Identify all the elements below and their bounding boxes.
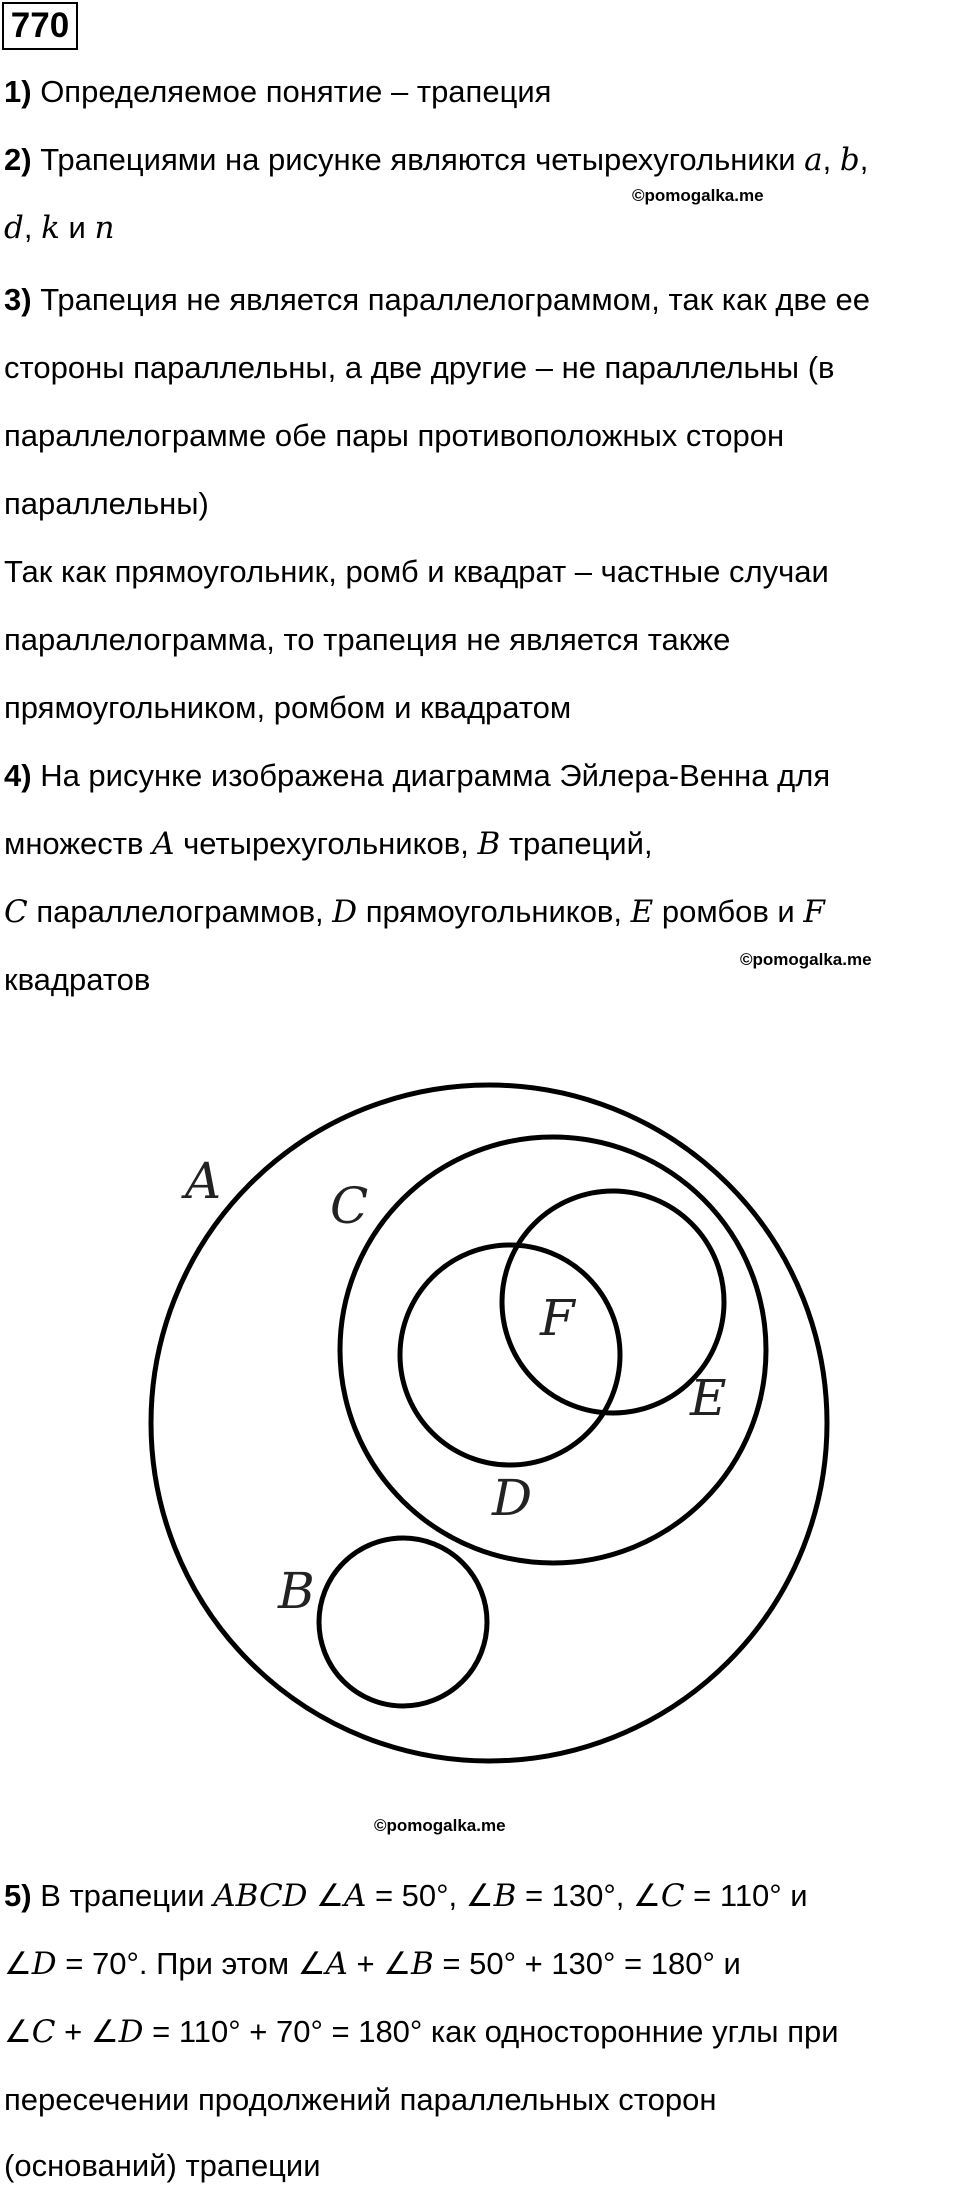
paragraph-text: Трапециями на рисунке являются четырехугольники <box>31 142 805 177</box>
paragraph-5-line-2 <box>4 1944 741 1984</box>
var-B: B <box>493 1878 517 1914</box>
var-F: F <box>803 894 825 930</box>
var-E: E <box>630 894 654 930</box>
text: четырехугольников, <box>174 826 478 861</box>
text: = 70°. При этом ∠ <box>56 1946 326 1981</box>
item-number: 5) <box>4 1878 32 1913</box>
set-B-circle <box>319 1538 487 1706</box>
text: + ∠ <box>347 1946 411 1981</box>
text: ∠ <box>307 1878 344 1913</box>
set-D-circle <box>400 1245 620 1465</box>
separator: , <box>23 210 42 245</box>
label-A: A <box>185 1152 222 1210</box>
var-D: D <box>118 2014 144 2050</box>
item-number: 3) <box>4 282 32 317</box>
paragraph-text: Определяемое понятие – трапеция <box>31 74 552 109</box>
var-d: d <box>4 210 24 246</box>
paragraph-text: Трапеция не является параллелограммом, так как две ее <box>31 282 870 317</box>
var-a: a <box>804 142 823 178</box>
paragraph-3-line-4: параллельны) <box>4 486 209 521</box>
paragraph-5-line-5: (оснований) трапеции <box>4 2148 321 2183</box>
var-A: A <box>343 1878 367 1914</box>
label-F: F <box>540 1289 575 1347</box>
text: трапеций, <box>500 826 653 861</box>
var-A: A <box>325 1946 348 1982</box>
euler-venn-diagram <box>0 1060 960 1780</box>
paragraph-5-line-3 <box>4 2012 839 2052</box>
paragraph-2-line-2 <box>4 208 114 248</box>
text: прямоугольников, <box>357 894 631 929</box>
paragraph-3-line-5: Так как прямоугольник, ромб и квадрат – частные случаи <box>4 554 829 589</box>
var-C: C <box>660 1878 685 1914</box>
var-B: B <box>411 1946 434 1982</box>
var-D: D <box>332 894 358 930</box>
watermark: ©pomogalka.me <box>740 950 872 969</box>
watermark: ©pomogalka.me <box>374 1816 506 1835</box>
paragraph-3-line-6: параллелограмма, то трапеция не является также <box>4 622 731 657</box>
watermark: ©pomogalka.me <box>632 186 764 205</box>
set-C-circle <box>340 1137 766 1563</box>
text: ∠ <box>4 2014 32 2049</box>
separator: , <box>822 142 840 177</box>
text: = 110° и <box>684 1878 808 1913</box>
paragraph-4-line-3 <box>4 892 825 932</box>
separator: , <box>859 142 869 177</box>
paragraph-3-line-2: стороны параллельны, а две другие – не параллельны (в <box>4 350 835 385</box>
paragraph-1 <box>4 72 551 112</box>
var-B: B <box>477 826 501 862</box>
text: = 50°, ∠ <box>366 1878 494 1913</box>
text: множеств <box>4 826 153 861</box>
paragraph-5-line-4: пересечении продолжений параллельных сторон <box>4 2082 717 2117</box>
text: параллелограммов, <box>27 894 333 929</box>
var-D: D <box>31 1946 57 1982</box>
label-C: C <box>330 1177 369 1235</box>
conjunction: и <box>59 210 95 245</box>
var-C: C <box>31 2014 56 2050</box>
var-C: C <box>4 894 28 930</box>
text: В трапеции <box>31 1878 214 1913</box>
text: = 110° + 70° = 180° как односторонние углы при <box>143 2014 839 2049</box>
item-number: 2) <box>4 142 32 177</box>
var-A: A <box>152 826 175 862</box>
item-number: 1) <box>4 74 32 109</box>
paragraph-4-line-1 <box>4 756 830 796</box>
paragraph-5-line-1 <box>4 1876 808 1916</box>
text: = 50° + 130° = 180° и <box>433 1946 741 1981</box>
paragraph-4-line-2 <box>4 824 653 864</box>
paragraph-3-line-7: прямоугольником, ромбом и квадратом <box>4 690 572 725</box>
paragraph-3-line-1 <box>4 280 870 320</box>
label-B: B <box>278 1562 315 1620</box>
var-n: n <box>94 210 115 246</box>
label-E: E <box>690 1369 727 1427</box>
text: ромбов и <box>653 894 804 929</box>
item-number: 4) <box>4 758 32 793</box>
var-k: k <box>41 210 60 246</box>
var-ABCD: ABCD <box>213 1878 308 1914</box>
paragraph-3-line-3: параллелограмме обе пары противоположных сторон <box>4 418 785 453</box>
paragraph-2-line-1 <box>4 140 868 180</box>
text: + ∠ <box>55 2014 119 2049</box>
task-number-box: 770 <box>2 2 78 50</box>
paragraph-4-line-4: квадратов <box>4 962 151 997</box>
text: ∠ <box>4 1946 32 1981</box>
paragraph-text: На рисунке изображена диаграмма Эйлера-Венна для <box>31 758 831 793</box>
text: = 130°, ∠ <box>516 1878 661 1913</box>
var-b: b <box>839 142 860 178</box>
label-D: D <box>492 1469 533 1527</box>
